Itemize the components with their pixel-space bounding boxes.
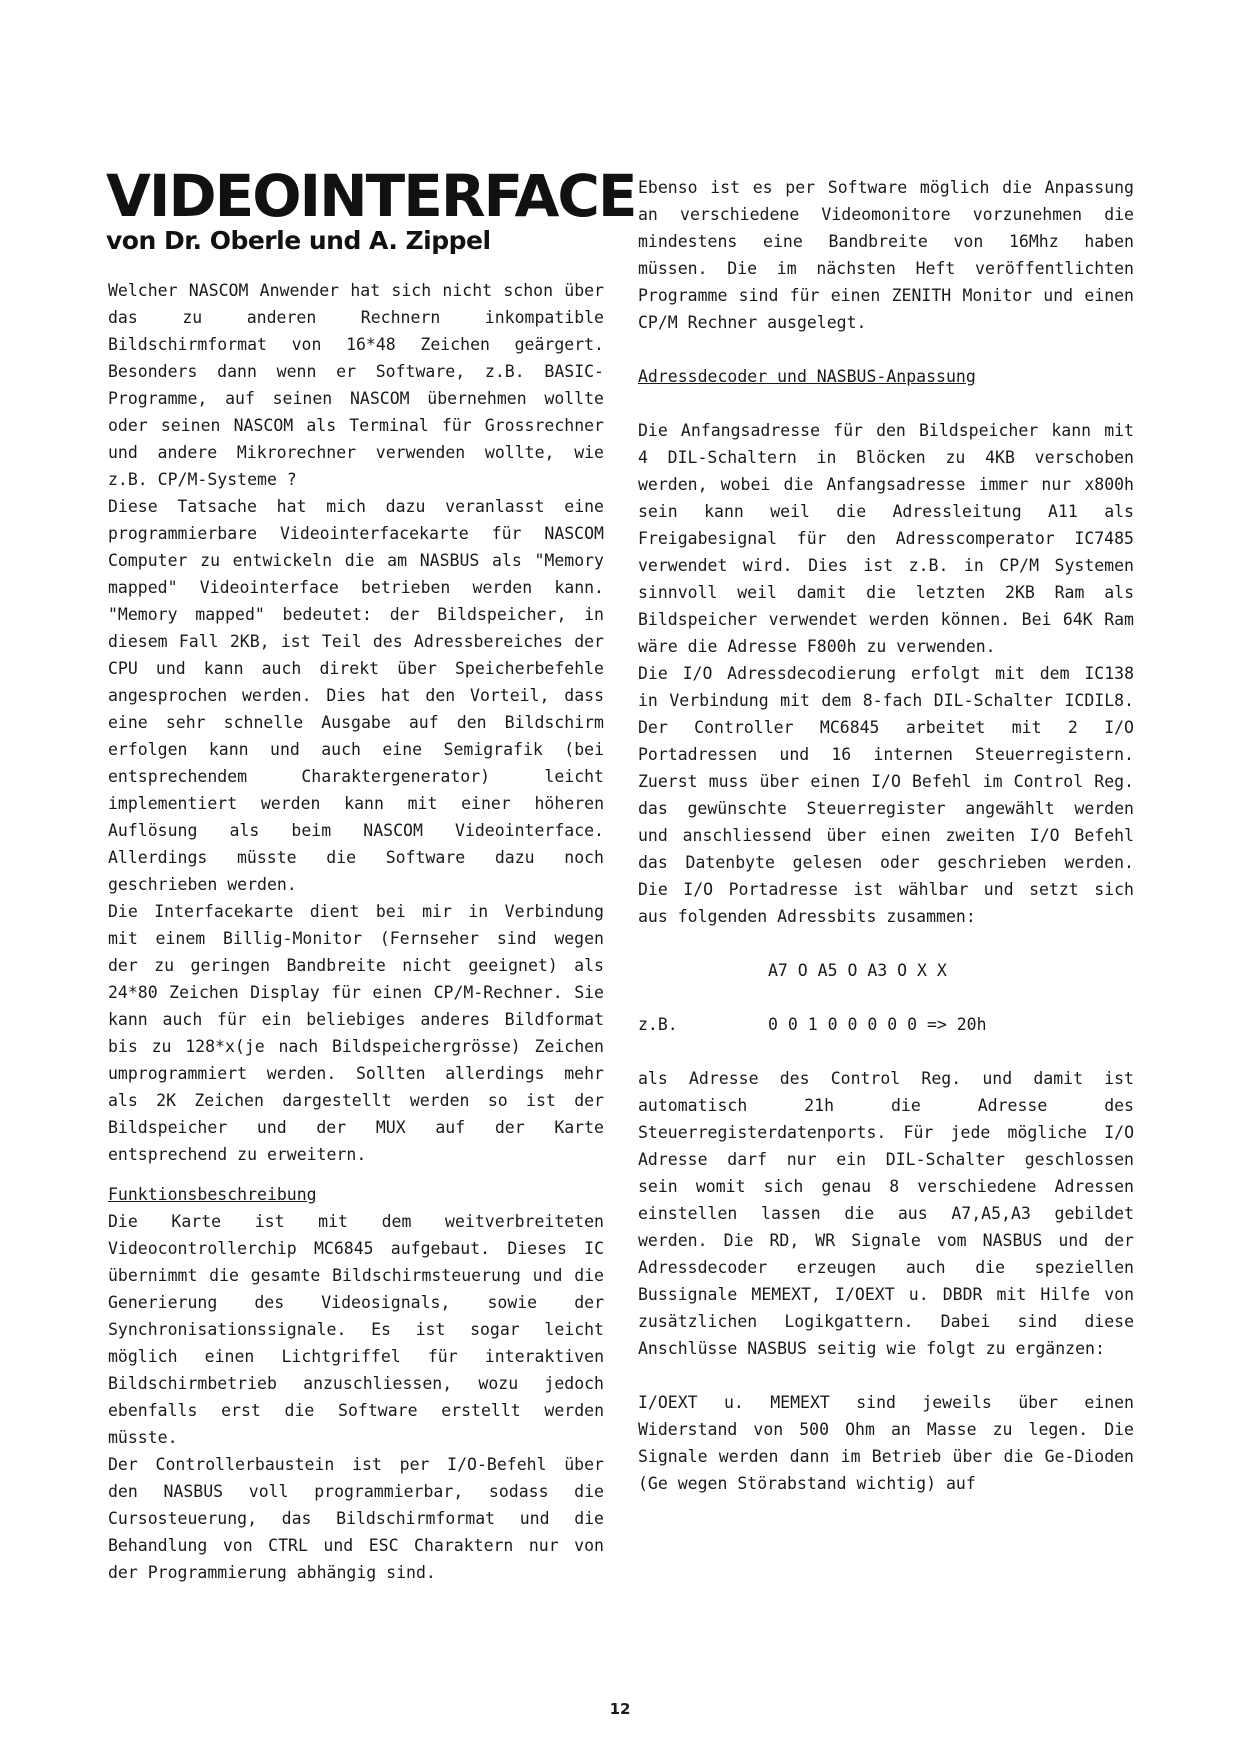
article-title: VIDEOINTERFACE	[106, 162, 636, 230]
right-column	[638, 174, 1134, 1497]
paragraph: Die Interfacekarte dient bei mir in Verbindung mit einem Billig-Monitor (Fernseher sind wegen der zu geringen Bandbreite nicht geeignet) als 24*80 Zeichen Display für einen CP/M-Rechner. Sie kann auch für ein beliebiges anderes Bildformat bis zu 128*x(je nach Bildspeichergrösse) Zeichen umprogrammiert werden. Sollten allerdings mehr als 2K Zeichen dargestellt werden so ist der Bildspeicher und der MUX auf der Karte entsprechend zu erweitern.	[108, 902, 604, 1164]
page-number: 12	[609, 1700, 631, 1718]
paragraph: I/OEXT u. MEMEXT sind jeweils über einen Widerstand von 500 Ohm an Masse zu legen. Die Signale werden dann im Betrieb über die Ge-Dioden (Ge wegen Störabstand wichtig) auf	[638, 1393, 1134, 1493]
section-heading-funktionsbeschreibung: Funktionsbeschreibung	[108, 1185, 317, 1204]
address-bits-line: A7 O A5 O A3 O X X	[768, 961, 947, 980]
paragraph: Der Controllerbaustein ist per I/O-Befehl über den NASBUS voll programmierbar, sodass die Cursosteuerung, das Bildschirmformat und die Behandlung von CTRL und ESC Charaktern nur von der Programmierung abhängig sind.	[108, 1455, 604, 1582]
paragraph: als Adresse des Control Reg. und damit ist automatisch 21h die Adresse des Steuerregisterdatenports. Für jede mögliche I/O Adresse darf nur ein DIL-Schalter geschlossen sein womit sich genau 8 verschiedene Adressen einstellen lassen die aus A7,A5,A3 gebildet werden. Die RD, WR Signale vom NASBUS und der Adressdecoder erzeugen auch die speziellen Bussignale MEMEXT, I/OEXT u. DBDR mit Hilfe von zusätzlichen Logikgattern. Dabei sind diese Anschlüsse NASBUS seitig wie folgt zu ergänzen:	[638, 1069, 1134, 1358]
paragraph: Diese Tatsache hat mich dazu veranlasst eine programmierbare Videointerfacekarte für NASCOM Computer zu entwickeln die am NASBUS als "Memory mapped" Videointerface betrieben werden kann. "Memory mapped" bedeutet: der Bildspeicher, in diesem Fall 2KB, ist Teil des Adressbereiches der CPU und kann auch direkt über Speicherbefehle angesprochen werden. Dies hat den Vorteil, dass eine sehr schnelle Ausgabe auf den Bildschirm erfolgen kann und auch eine Semigrafik (bei entsprechendem Charaktergenerator) leicht implementiert werden kann mit einer höheren Auflösung als beim NASCOM Videointerface. Allerdings müsste die Software dazu noch geschrieben werden.	[108, 497, 604, 894]
paragraph: Welcher NASCOM Anwender hat sich nicht schon über das zu anderen Rechnern inkompatible Bildschirmformat von 16*48 Zeichen geärgert. Besonders dann wenn er Software, z.B. BASIC-Programme, auf seinen NASCOM übernehmen wollte oder seinen NASCOM als Terminal für Grossrechner und andere Mikrorechner verwenden wollte, wie z.B. CP/M-Systeme ?	[108, 281, 604, 489]
section-heading-adressdecoder: Adressdecoder und NASBUS-Anpassung	[638, 367, 976, 386]
address-example	[638, 1011, 1134, 1038]
article-authors: von Dr. Oberle und A. Zippel	[106, 226, 491, 255]
paragraph: Die Anfangsadresse für den Bildspeicher kann mit 4 DIL-Schaltern in Blöcken zu 4KB verschoben werden, wobei die Anfangsadresse immer nur x800h sein kann weil die Adressleitung A11 als Freigabesignal für den Adresscomperator IC7485 verwendet wird. Dies ist z.B. in CP/M Systemen sinnvoll weil damit die letzten 2KB Ram als Bildspeicher verwendet werden können. Bei 64K Ram wäre die Adresse F800h zu verwenden.	[638, 421, 1134, 656]
left-column	[108, 277, 604, 1586]
example-label: z.B.	[638, 1015, 678, 1034]
paragraph: Ebenso ist es per Software möglich die Anpassung an verschiedene Videomonitore vorzunehmen die mindestens eine Bandbreite von 16Mhz haben müssen. Die im nächsten Heft veröffentlichten Programme sind für einen ZENITH Monitor und einen CP/M Rechner ausgelegt.	[638, 178, 1134, 332]
paragraph: Die Karte ist mit dem weitverbreiteten Videocontrollerchip MC6845 aufgebaut. Dieses IC übernimmt die gesamte Bildschirmsteuerung und die Generierung des Videosignals, sowie der Synchronisationssignale. Es ist sogar leicht möglich einen Lichtgriffel für interaktiven Bildschirmbetrieb anzuschliessen, wozu jedoch ebenfalls erst die Software erstellt werden müsste.	[108, 1212, 604, 1447]
example-value: 0 0 1 0 0 0 0 0 => 20h	[768, 1015, 987, 1034]
paragraph: Die I/O Adressdecodierung erfolgt mit dem IC138 in Verbindung mit dem 8-fach DIL-Schalter ICDIL8. Der Controller MC6845 arbeitet mit 2 I/O Portadressen und 16 internen Steuerregistern. Zuerst muss über einen I/O Befehl im Control Reg. das gewünschte Steuerregister angewählt werden und anschliessend über einen zweiten I/O Befehl das Datenbyte gelesen oder geschrieben werden. Die I/O Portadresse ist wählbar und setzt sich aus folgenden Adressbits zusammen:	[638, 664, 1134, 926]
